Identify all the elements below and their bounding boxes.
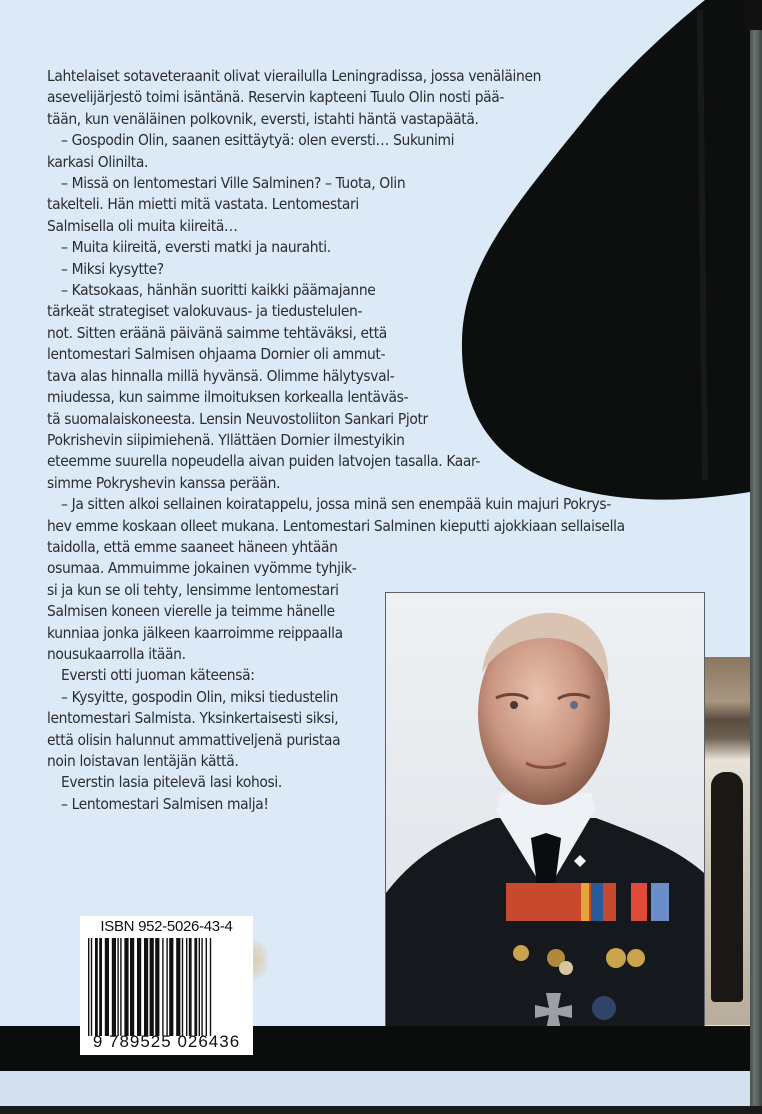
text-line: Salmisella oli muita kiireitä… <box>47 216 238 235</box>
paragraph-4 <box>47 237 707 258</box>
text-line: miudessa, kun saimme ilmoituksen korkealla lentäväs- <box>47 388 409 407</box>
barcode-bar <box>137 938 141 1036</box>
text-line: Salmisen koneen vierelle ja teimme hänelle <box>47 602 335 621</box>
paragraph-5 <box>47 259 707 280</box>
barcode-bar <box>88 938 89 1036</box>
barcode-bar <box>189 938 192 1036</box>
barcode-bar <box>194 938 197 1036</box>
text-line: Everstin lasia pitelevä lasi kohosi. <box>61 773 282 792</box>
isbn-barcode <box>80 916 253 1055</box>
text-line: tärkeät strategiset valokuvaus- ja tiedustelulen- <box>47 302 363 321</box>
barcode-bar <box>120 938 121 1036</box>
barcode-bars <box>88 938 248 1036</box>
barcode-bar <box>166 938 167 1036</box>
paragraph-6 <box>47 280 707 494</box>
bottom-light-strip <box>0 1071 750 1106</box>
text-line: karkasi Olinilta. <box>47 152 149 171</box>
barcode-bar <box>150 938 154 1036</box>
barcode-bar <box>162 938 163 1036</box>
text-line: että olisin halunnut ammattiveljenä puristaa <box>47 730 341 749</box>
barcode-bar <box>117 938 118 1036</box>
barcode-bar <box>99 938 102 1036</box>
paragraph-2 <box>47 130 707 173</box>
text-line: tä suomalaiskoneesta. Lensin Neuvostoliiton Sankari Pjotr <box>47 409 428 428</box>
text-line: osumaa. Ammuimme jokainen vyömme tyhjik- <box>47 559 357 578</box>
text-line: – Kysyitte, gospodin Olin, miksi tiedustelin <box>61 687 339 706</box>
barcode-bar <box>206 938 207 1036</box>
barcode-bar <box>182 938 183 1036</box>
barcode-bar <box>155 938 159 1036</box>
barcode-bar <box>199 938 200 1036</box>
side-photo-soldier-silhouette <box>703 657 750 1025</box>
text-line: Lahtelaiset sotaveteraanit olivat vierailulla Leningradissa, jossa venäläinen <box>47 67 542 85</box>
book-bottom-edge <box>0 1106 762 1114</box>
text-line: – Gospodin Olin, saanen esittäytyä: olen eversti… Sukunimi <box>61 131 455 150</box>
text-line: hev emme koskaan olleet mukana. Lentomestari Salminen kieputti ajokkiaan sellaisella <box>47 516 625 535</box>
text-line: – Muita kiireitä, eversti matki ja naurahti. <box>61 238 331 257</box>
paragraph-1 <box>47 66 707 130</box>
text-line: – Ja sitten alkoi sellainen koiratappelu, jossa minä sen enempää kuin majuri Pokrys- <box>61 495 611 514</box>
barcode-bar <box>210 938 211 1036</box>
paragraph-3 <box>47 173 707 237</box>
portrait-photo <box>385 592 705 1034</box>
text-line: not. Sitten eräänä päivänä saimme tehtäväksi, että <box>47 323 387 342</box>
text-line: lentomestari Salmisen ohjaama Dornier oli ammut- <box>47 345 386 364</box>
barcode-bar <box>130 938 134 1036</box>
text-line: – Katsokaas, hänhän suoritti kaikki päämajanne <box>61 281 376 300</box>
text-line: eteemme suurella nopeudella aivan puiden latvojen tasalla. Kaar- <box>47 452 481 471</box>
text-line: – Lentomestari Salmisen malja! <box>61 794 269 813</box>
text-line: kunniaa jonka jälkeen kaarroimme reippaalla <box>47 623 343 642</box>
text-line: asevelijärjestö toimi isäntänä. Reservin kapteeni Tuulo Olin nosti pää- <box>47 88 505 107</box>
text-line: takelteli. Hän mietti mitä vastata. Lentomestari <box>47 195 359 214</box>
text-line: nousukaarrolla itään. <box>47 644 186 663</box>
text-line: si ja kun se oli tehty, lensimme lentomestari <box>47 580 339 599</box>
text-line: – Missä on lentomestari Ville Salminen? – Tuota, Olin <box>61 174 406 193</box>
barcode-bar <box>112 938 116 1036</box>
text-line: – Miksi kysytte? <box>61 259 164 278</box>
barcode-bar <box>91 938 92 1036</box>
barcode-bar <box>186 938 187 1036</box>
text-line: taidolla, että emme saaneet häneen yhtään <box>47 537 338 556</box>
barcode-bar <box>144 938 148 1036</box>
barcode-bar <box>105 938 109 1036</box>
text-line: lentomestari Salmista. Yksinkertaisesti siksi, <box>47 709 339 728</box>
text-line: Eversti otti juoman käteensä: <box>61 666 255 685</box>
barcode-bar <box>201 938 202 1036</box>
isbn-label: ISBN 952-5026-43-4 <box>100 918 233 935</box>
barcode-bar <box>176 938 180 1036</box>
text-line: tava alas hinnalla millä hyvänsä. Olimme hälytysval- <box>47 366 395 385</box>
book-spine-edge <box>750 0 762 1114</box>
text-line: tään, kun venäläinen polkovnik, eversti, istahti häntä vastapäätä. <box>47 109 479 128</box>
text-line: noin loistavan lentäjän kättä. <box>47 752 239 770</box>
text-line: simme Pokryshevin kanssa perään. <box>47 473 281 492</box>
book-spine-top <box>745 0 762 30</box>
text-line: Pokrishevin siipimiehenä. Yllättäen Dornier ilmestyikin <box>47 430 405 449</box>
barcode-bar <box>95 938 98 1036</box>
barcode-bar <box>169 938 173 1036</box>
ean-digits: 9 789525 026436 <box>92 1032 241 1051</box>
soldier-silhouette <box>711 772 743 1002</box>
portrait-illustration <box>386 593 704 1033</box>
barcode-bar <box>124 938 128 1036</box>
